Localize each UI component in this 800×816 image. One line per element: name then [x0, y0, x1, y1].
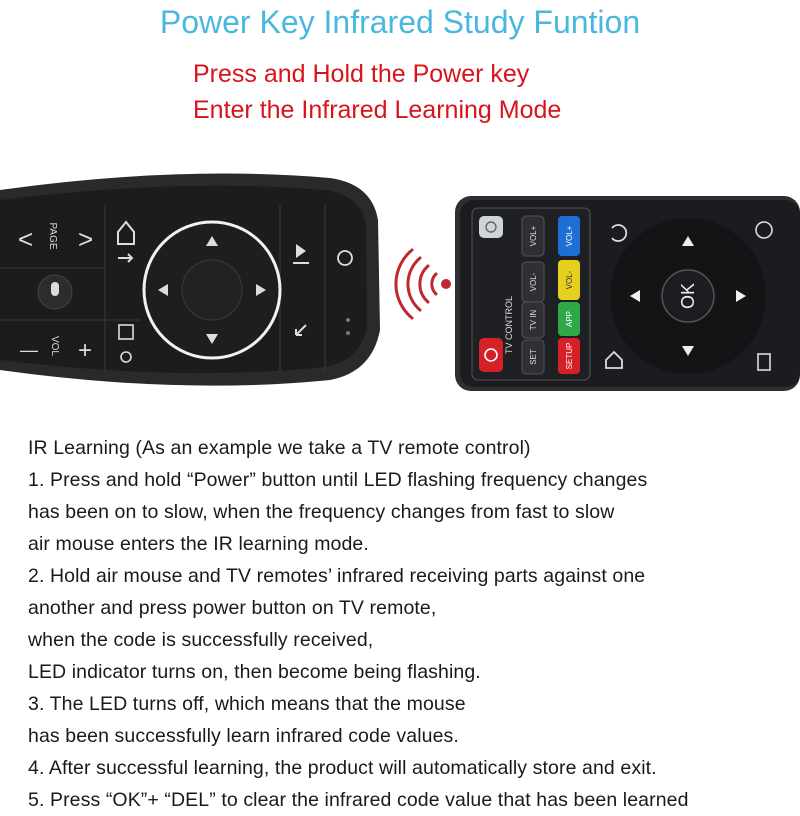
chevron-left-icon[interactable]: <	[18, 224, 34, 254]
instructions-block	[28, 432, 798, 816]
ok-label: OK	[678, 282, 698, 310]
vol-plus-button[interactable]: +	[78, 337, 93, 364]
vol-minus-button[interactable]: —	[20, 340, 38, 360]
instruction-line: when the code is successfully received,	[28, 629, 374, 651]
infrared-signal-icon	[396, 250, 451, 318]
chevron-right-icon[interactable]: >	[78, 224, 94, 254]
instruction-line: has been on to slow, when the frequency changes from fast to slow	[28, 501, 615, 523]
instruction-line: has been successfully learn infrared code values.	[28, 725, 459, 747]
instruction-line: 5. Press “OK”+ “DEL” to clear the infrared code value that has been learned	[28, 789, 689, 811]
svg-text:SET: SET	[529, 349, 538, 365]
instruction-line: another and press power button on TV remote,	[28, 597, 437, 619]
page-label: PAGE	[47, 222, 58, 250]
svg-text:VOL+: VOL+	[529, 225, 538, 247]
power-button-red[interactable]	[479, 338, 503, 372]
air-mouse-remote	[0, 174, 380, 386]
instruction-line: air mouse enters the IR learning mode.	[28, 533, 369, 555]
instruction-line: LED indicator turns on, then become being flashing.	[28, 661, 481, 683]
svg-text:TV IN: TV IN	[529, 309, 538, 331]
subtitle-line-2: Enter the Infrared Learning Mode	[193, 96, 562, 124]
microphone-icon	[51, 282, 59, 296]
instruction-line: 2. Hold air mouse and TV remotes’ infrared receiving parts against one	[28, 565, 646, 587]
ok-button[interactable]	[182, 260, 242, 320]
led-indicator	[346, 318, 350, 322]
svg-text:VOL-: VOL-	[565, 270, 574, 290]
svg-text:VOL+: VOL+	[565, 225, 574, 247]
svg-text:APP: APP	[565, 310, 574, 328]
tv-remote	[455, 196, 800, 391]
subtitle-line-1: Press and Hold the Power key	[193, 60, 530, 88]
page-title: Power Key Infrared Study Funtion	[159, 4, 641, 40]
instruction-line: 4. After successful learning, the product will automatically store and exit.	[28, 757, 657, 779]
vol-label: VOL	[49, 335, 60, 357]
instructions-heading: IR Learning (As an example we take a TV remote control)	[28, 437, 531, 459]
instruction-line: 3. The LED turns off, which means that the mouse	[28, 693, 466, 715]
tv-power-button[interactable]	[479, 216, 503, 238]
tv-control-label: TV CONTROL	[504, 295, 514, 355]
remotes-illustration	[0, 150, 800, 410]
svg-text:SETUP: SETUP	[565, 342, 574, 370]
svg-text:VOL-: VOL-	[529, 272, 538, 292]
instruction-line: 1. Press and hold “Power” button until LED flashing frequency changes	[28, 469, 648, 491]
